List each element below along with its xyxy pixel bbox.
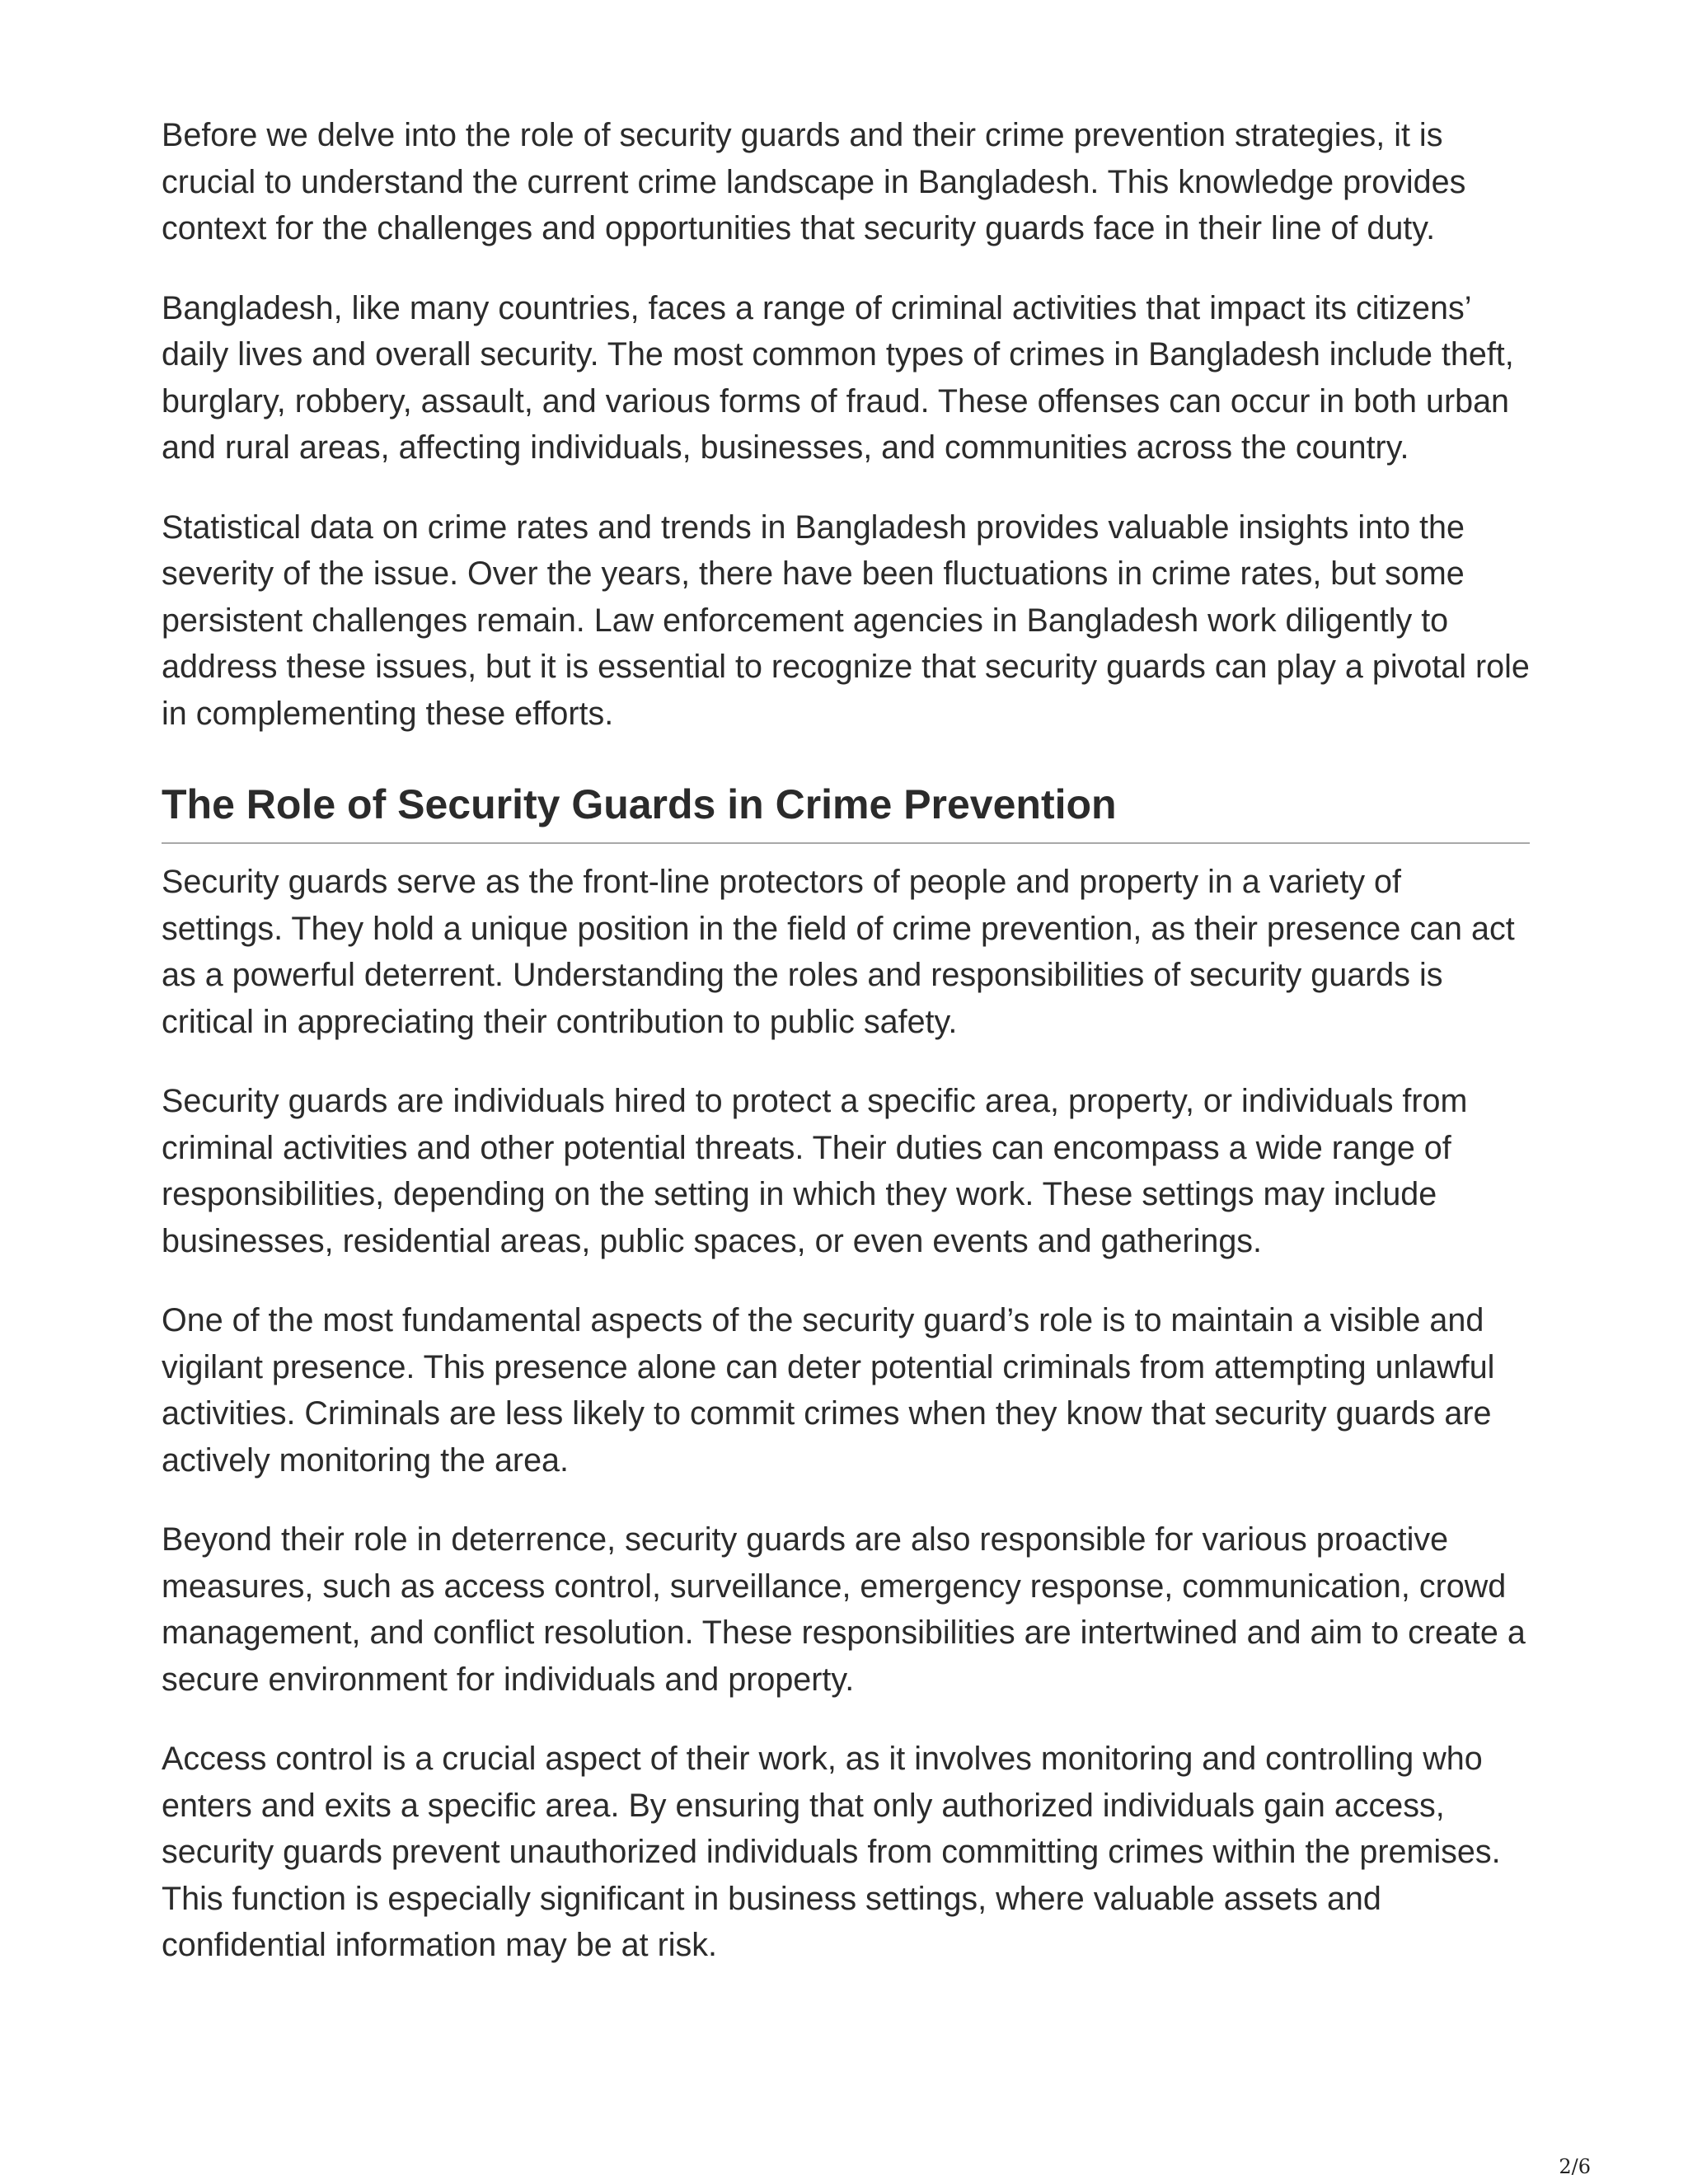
intro-paragraph-3: Statistical data on crime rates and trends in Bangladesh provides valuable insights into the severity of the issue. Over the years, there have been fluctuations in crime rates, but some persistent challenges remain. Law enforcement agencies in Bangladesh work diligently to address these issues, but it is essential to recognize that security guards can play a pivotal role in complementing these efforts. xyxy=(162,509,1530,732)
section-paragraph-3: One of the most fundamental aspects of the security guard’s role is to maintain a visible and vigilant presence. This presence alone can deter potential criminals from attempting unlawful activities. Criminals are less likely to commit crimes when they know that security guards are actively monitoring the area. xyxy=(162,1302,1495,1479)
section-paragraph-4: Beyond their role in deterrence, security guards are also responsible for various proactive measures, such as access control, surveillance, emergency response, communication, crowd management, and conflict resolution. These responsibilities are intertwined and aim to create a secure environment for individuals and property. xyxy=(162,1521,1526,1698)
section-heading: The Role of Security Guards in Crime Prevention xyxy=(162,778,1530,844)
section-body xyxy=(162,859,1530,1969)
article-body xyxy=(162,112,1530,2002)
section-paragraph-5: Access control is a crucial aspect of their work, as it involves monitoring and controlling who enters and exits a specific area. By ensuring that only authorized individuals gain access, security guards prevent unauthorized individuals from committing crimes within the premises. This function is especially significant in business settings, where valuable assets and confidential information may be at risk. xyxy=(162,1741,1501,1963)
section-paragraph-1: Security guards serve as the front-line protectors of people and property in a variety of settings. They hold a unique position in the field of crime prevention, as their presence can act as a powerful deterrent. Understanding the roles and responsibilities of security guards is critical in appreciating their contribution to public safety. xyxy=(162,864,1515,1040)
section-paragraph-2: Security guards are individuals hired to protect a specific area, property, or individuals from criminal activities and other potential threats. Their duties can encompass a wide range of responsibilities, depending on the setting in which they work. These settings may include businesses, residential areas, public spaces, or even events and gatherings. xyxy=(162,1083,1468,1259)
page-number: 2/6 xyxy=(1559,2155,1591,2178)
intro-paragraph-1: Before we delve into the role of security guards and their crime prevention strategies, it is crucial to understand the current crime landscape in Bangladesh. This knowledge provides context for the challenges and opportunities that security guards face in their line of duty. xyxy=(162,117,1466,246)
intro-paragraph-2: Bangladesh, like many countries, faces a range of criminal activities that impact its citizens’ daily lives and overall security. The most common types of crimes in Bangladesh include theft, burglary, robbery, assault, and various forms of fraud. These offenses can occur in both urban and rural areas, affecting individuals, businesses, and communities across the country. xyxy=(162,289,1514,466)
